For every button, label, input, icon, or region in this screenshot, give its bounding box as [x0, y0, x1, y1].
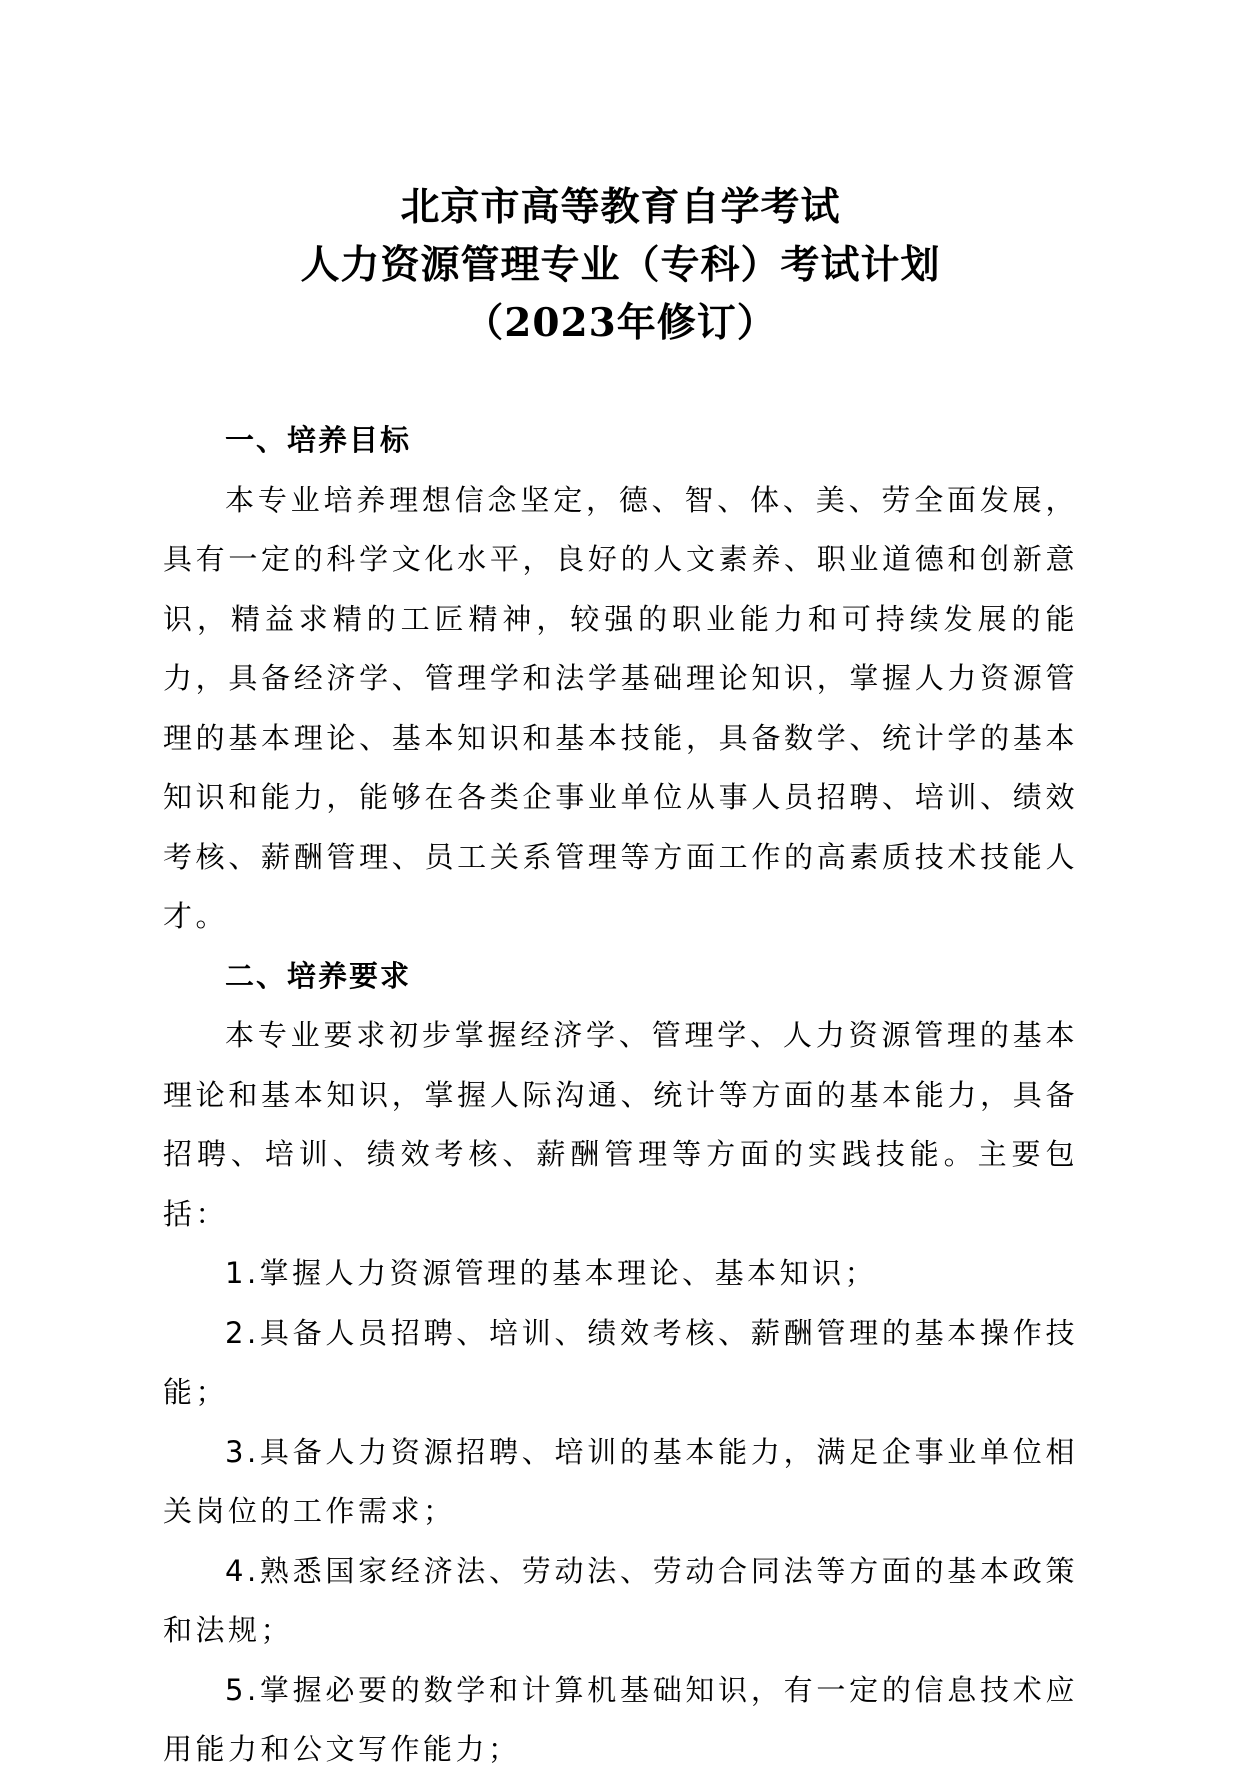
requirement-item-3: 3.具备人力资源招聘、培训的基本能力，满足企事业单位相关岗位的工作需求；: [163, 1434, 1078, 1528]
title-line-1: 北京市高等教育自学考试: [400, 184, 841, 230]
requirement-item-4: 4.熟悉国家经济法、劳动法、劳动合同法等方面的基本政策和法规；: [163, 1553, 1078, 1647]
section-paragraph-objectives: 本专业培养理想信念坚定，德、智、体、美、劳全面发展，具有一定的科学文化水平，良好的人文素养、职业道德和创新意识，精益求精的工匠精神，较强的职业能力和可持续发展的能力，具备经济学、管理学和法学基础理论知识，掌握人力资源管理的基本理论、基本知识和基本技能，具备数学、统计学的基本知识和能力，能够在各类企事业单位从事人员招聘、培训、绩效考核、薪酬管理、员工关系管理等方面工作的高素质技术技能人才。: [163, 482, 1078, 933]
requirement-item-2: 2.具备人员招聘、培训、绩效考核、薪酬管理的基本操作技能；: [163, 1315, 1078, 1409]
requirement-item-5: 5.掌握必要的数学和计算机基础知识，有一定的信息技术应用能力和公文写作能力；: [163, 1672, 1078, 1766]
document-title: [0, 178, 1241, 352]
section-heading-requirements: 二、培养要求: [225, 958, 412, 993]
title-line-3: （2023年修订）: [464, 300, 777, 346]
document-body: [163, 411, 1078, 1780]
section-paragraph-requirements: 本专业要求初步掌握经济学、管理学、人力资源管理的基本理论和基本知识，掌握人际沟通、统计等方面的基本能力，具备招聘、培训、绩效考核、薪酬管理等方面的实践技能。主要包括：: [163, 1018, 1078, 1231]
title-line-2: 人力资源管理专业（专科）考试计划: [300, 242, 941, 288]
requirement-item-1: 1.掌握人力资源管理的基本理论、基本知识；: [225, 1256, 878, 1290]
section-heading-objectives: 一、培养目标: [225, 423, 412, 457]
